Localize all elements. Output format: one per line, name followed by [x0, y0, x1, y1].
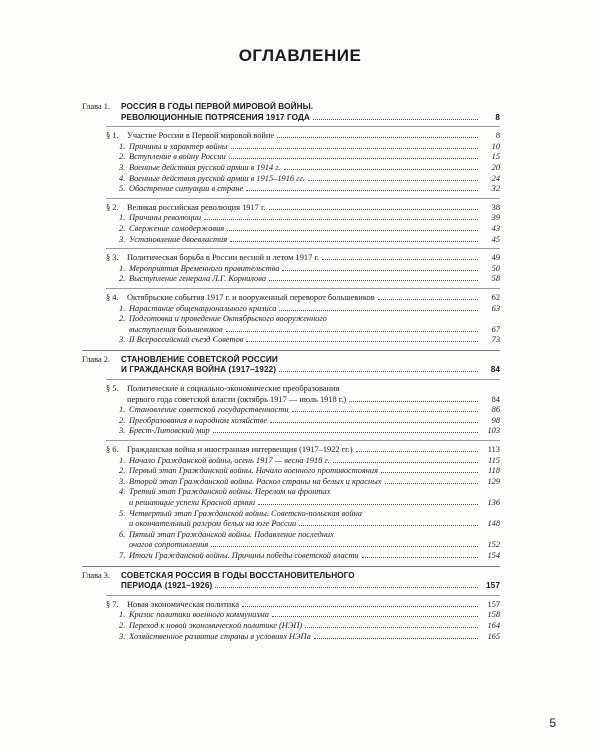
subsection-title-row	[129, 213, 500, 224]
chapter-divider	[82, 350, 500, 351]
chapter-title-row	[121, 581, 500, 592]
section-title-row	[127, 131, 500, 142]
dot-leader	[204, 219, 478, 220]
subsection-title-text: Преобразования в народном хозяйстве	[129, 415, 268, 425]
dot-leader	[356, 451, 478, 452]
subsection-title-text: выступления большевиков	[129, 324, 223, 334]
subsection-number: 2.	[119, 152, 126, 162]
section-title	[127, 203, 500, 214]
page-ref: 158	[487, 610, 500, 620]
subsection-number: 1.	[119, 141, 126, 151]
page-ref: 73	[491, 335, 500, 345]
subsection-title-row	[129, 163, 500, 174]
page-ref: 58	[491, 274, 500, 284]
dot-leader	[211, 546, 478, 547]
section-number: § 2.	[106, 202, 119, 212]
dot-leader	[292, 411, 478, 412]
subsection-entry	[119, 620, 500, 632]
subsection-title-row	[129, 224, 500, 235]
chapter-entry	[82, 355, 500, 376]
subsection-number: 6.	[119, 529, 126, 539]
section-number: § 4.	[106, 292, 119, 302]
subsection-entry	[119, 274, 500, 285]
subsection-entry	[119, 610, 500, 621]
subsection-number: 7.	[119, 550, 126, 560]
chapter-title	[121, 355, 500, 376]
subsection-title-row	[129, 477, 500, 488]
dot-leader	[230, 241, 478, 242]
chapter-label: Глава 1.	[82, 102, 111, 111]
dot-leader	[308, 180, 478, 181]
subsection-number: 2.	[119, 620, 126, 630]
subsection-number: 1.	[119, 455, 126, 465]
subsection-number: 5.	[119, 184, 126, 194]
subsection-title-row	[129, 466, 500, 477]
subsection-entry	[119, 173, 500, 185]
dot-leader	[231, 148, 478, 149]
subsection-title-text: и решающие успехи Красной армии	[129, 498, 256, 507]
subsection-title-text: Начало Гражданской войны, осень 1917 — весна 1918 г.	[129, 455, 330, 465]
page-ref: 164	[487, 620, 500, 630]
chapter-title-row	[121, 113, 500, 124]
page-ref: 113	[487, 445, 500, 455]
subsection-title-row	[129, 551, 500, 562]
subsection-title-row	[129, 335, 500, 346]
chapter-title-text: СОВЕТСКАЯ РОССИЯ В ГОДЫ ВОССТАНОВИТЕЛЬНОГО	[121, 570, 355, 580]
subsection-title-text: Брест-Литовский мир	[129, 426, 210, 436]
page-ref: 20	[491, 162, 500, 172]
page-ref: 10	[491, 141, 500, 151]
subsection-title-text: Причины и характер войны	[129, 141, 228, 151]
section-title	[127, 253, 500, 264]
subsection-entry	[119, 415, 500, 427]
subsection-number: 3.	[119, 426, 126, 436]
page-ref: 45	[491, 234, 500, 244]
subsection-title-row	[129, 416, 500, 427]
dot-leader	[385, 483, 479, 484]
chapter-entry	[82, 102, 500, 123]
page-ref: 157	[486, 581, 500, 591]
subsection-title-text: Становление советской государственности	[129, 405, 289, 415]
section-title	[127, 384, 500, 405]
section-title-row	[127, 253, 500, 264]
page-ref: 129	[487, 476, 500, 486]
dot-leader	[213, 432, 478, 433]
section-divider	[106, 198, 500, 199]
page-ref: 67	[491, 324, 500, 334]
dot-leader	[279, 371, 478, 372]
subsection-title-row	[129, 142, 500, 153]
subsection-title-row	[129, 174, 500, 185]
subsection-number: 2.	[119, 274, 126, 284]
dot-leader	[277, 137, 478, 138]
subsection-title-row	[129, 426, 500, 437]
page-ref: 152	[487, 540, 500, 550]
subsection-entry	[119, 303, 500, 315]
subsection-entry	[119, 631, 500, 643]
subsection-entry	[119, 234, 500, 246]
section-title-text: Политические и социально-экономические преобразования	[127, 384, 340, 394]
dot-leader	[378, 299, 478, 300]
section-number: § 5.	[106, 384, 119, 394]
subsection-title-text: Военные действия русской армии в 1915–1916 гг.	[129, 173, 305, 183]
subsection-entry	[119, 223, 500, 235]
subsection-title-text: Итоги Гражданской войны. Причины победы советской власти	[129, 550, 359, 560]
section-divider	[106, 126, 500, 127]
chapter-title-text: РОССИЯ В ГОДЫ ПЕРВОЙ МИРОВОЙ ВОЙНЫ.	[121, 102, 314, 111]
chapter-title	[121, 571, 500, 592]
subsection-number: 1.	[119, 303, 126, 313]
subsection-number: 3.	[119, 335, 126, 345]
subsection-entry	[119, 314, 500, 335]
section-title-row	[127, 203, 500, 214]
dot-leader	[299, 525, 478, 526]
subsection-entry	[119, 152, 500, 163]
section-title-text: Великая российская революция 1917 г.	[127, 202, 266, 212]
section-divider	[106, 248, 500, 249]
dot-leader	[227, 230, 478, 231]
subsection-title-text: Третий этап Гражданской войны. Перелом на фронтах	[129, 487, 331, 497]
subsection-title-row	[129, 621, 500, 632]
subsection-title-row	[129, 235, 500, 246]
dot-leader	[362, 557, 478, 558]
dot-leader	[313, 119, 478, 120]
page-ref: 84	[491, 394, 500, 404]
subsection-title-text: Кризис политики военного коммунизма	[129, 610, 269, 620]
page-ref: 165	[487, 631, 500, 641]
page-ref: 115	[488, 455, 500, 465]
page-ref: 136	[487, 498, 500, 507]
subsection-number: 3.	[119, 162, 126, 172]
dot-leader	[270, 422, 478, 423]
section-title	[127, 293, 500, 304]
chapter-title-text: РЕВОЛЮЦИОННЫЕ ПОТРЯСЕНИЯ 1917 ГОДА	[121, 112, 310, 122]
chapter-title	[121, 102, 500, 123]
page-ref: 49	[491, 253, 500, 263]
section-entry	[82, 203, 500, 214]
section-divider	[106, 595, 500, 596]
dot-leader	[269, 280, 478, 281]
subsection-entry	[119, 529, 500, 551]
subsection-title-text: Пятый этап Гражданской войны. Подавление последних	[129, 529, 334, 539]
dot-leader	[349, 401, 478, 402]
page-ref: 98	[491, 415, 500, 425]
dot-leader	[246, 190, 478, 191]
subsection-number: 1.	[119, 263, 126, 273]
dot-leader	[279, 310, 478, 311]
subsection-entry	[119, 141, 500, 153]
subsection-title-row	[129, 264, 500, 275]
dot-leader	[314, 638, 478, 639]
subsection-title-text: II Всероссийский съезд Советов	[129, 335, 244, 345]
subsection-title-text: Вступление в войну России	[129, 152, 226, 162]
subsection-number: 5.	[119, 508, 126, 518]
section-divider	[106, 379, 500, 380]
subsection-title-text: Причины революции	[129, 213, 202, 223]
section-entry	[82, 253, 500, 264]
page-ref: 118	[488, 466, 500, 476]
page-ref: 84	[490, 365, 500, 375]
dot-leader	[322, 259, 478, 260]
chapter-title-text: ПЕРИОДА (1921–1926)	[121, 581, 213, 591]
dot-leader	[272, 616, 478, 617]
section-title	[127, 600, 500, 611]
subsection-entry	[119, 466, 500, 477]
subsection-entry	[119, 162, 500, 174]
subsection-title-row	[129, 610, 500, 621]
subsection-title-text: Мероприятия Временного правительства	[129, 263, 280, 273]
page-ref: 8	[495, 112, 500, 122]
section-divider	[106, 288, 500, 289]
chapter-label: Глава 3.	[82, 570, 111, 580]
subsection-title-row	[129, 519, 500, 530]
page-ref: 154	[487, 550, 500, 560]
dot-leader	[246, 341, 478, 342]
dot-leader	[305, 627, 478, 628]
page-ref: 39	[491, 213, 500, 223]
subsection-entry	[119, 550, 500, 562]
subsection-number: 3.	[119, 234, 126, 244]
section-number: § 1.	[106, 131, 119, 141]
section-entry	[82, 600, 500, 611]
dot-leader	[229, 158, 478, 159]
subsection-number: 2.	[119, 466, 126, 476]
subsection-title-text: Хозяйственное развитие страны в условиях НЭПа	[129, 631, 311, 641]
subsection-number: 2.	[119, 223, 126, 233]
section-title-row	[127, 395, 500, 406]
subsection-number: 4.	[119, 173, 126, 183]
subsection-number: 1.	[119, 213, 126, 223]
dot-leader	[226, 331, 478, 332]
section-title-row	[127, 600, 500, 611]
subsection-title-text: Четвертый этап Гражданской войны. Советско-польская война	[129, 508, 362, 518]
subsection-title-text: Подготовка и проведение Октябрьского вооруженного	[129, 314, 327, 324]
section-title-row	[127, 445, 500, 456]
subsection-title-text: Выступление генерала Л.Г. Корнилова	[129, 274, 267, 284]
page-ref: 63	[491, 303, 500, 313]
page-ref: 62	[491, 292, 500, 302]
subsection-title-row	[129, 456, 500, 467]
section-title-text: Гражданская война и иностранная интервенция (1917–1922 гг.)	[127, 445, 353, 455]
subsection-title-row	[129, 304, 500, 315]
subsection-entry	[119, 455, 500, 467]
subsection-title-text: Первый этап Гражданской войны. Начало военного противостояния	[129, 466, 379, 476]
page-title: ОГЛАВЛЕНИЕ	[238, 46, 362, 65]
chapter-title-text: И ГРАЖДАНСКАЯ ВОЙНА (1917–1922)	[121, 365, 277, 375]
chapter-label: Глава 2.	[82, 354, 111, 364]
section-divider	[106, 440, 500, 441]
subsection-title-row	[129, 274, 500, 285]
section-entry	[82, 293, 500, 304]
subsection-title-text: и окончательный разгром белых на юге России	[129, 519, 297, 529]
subsection-title-text: Свержение самодержавия	[129, 223, 225, 233]
subsection-entry	[119, 213, 500, 224]
dot-leader	[333, 462, 478, 463]
chapter-entry	[82, 571, 500, 592]
subsection-title-text: очагов сопротивления	[129, 540, 209, 550]
page-ref: 50	[491, 263, 500, 273]
section-title	[127, 131, 500, 142]
section-number: § 7.	[106, 599, 119, 609]
subsection-entry	[119, 487, 500, 508]
chapter-divider	[82, 566, 500, 567]
subsection-title-row	[129, 540, 500, 551]
dot-leader	[269, 209, 478, 210]
subsection-title-text: Обострение ситуации в стране	[129, 184, 244, 194]
subsection-title-text: Военные действия русской армии в 1914 г.	[129, 162, 281, 172]
subsection-title-text: Второй этап Гражданской войны. Раскол страны на белых и красных	[129, 476, 382, 486]
subsection-number: 1.	[119, 610, 126, 620]
subsection-title-row	[129, 405, 500, 416]
subsection-title-text: Нарастание общенационального кризиса	[129, 303, 277, 313]
subsection-number: 3.	[119, 476, 126, 486]
subsection-title-row	[129, 184, 500, 195]
section-title-text: Политическая борьба в России весной и летом 1917 г.	[127, 253, 319, 263]
subsection-title-row	[129, 632, 500, 643]
subsection-title-text: Переход к новой экономической политике (НЭП)	[129, 620, 303, 630]
dot-leader	[284, 169, 478, 170]
table-of-contents	[82, 102, 500, 642]
section-number: § 6.	[106, 445, 119, 455]
dot-leader	[242, 606, 478, 607]
page-ref: 148	[487, 519, 500, 529]
subsection-number: 2.	[119, 314, 126, 324]
subsection-number: 4.	[119, 487, 126, 497]
page-ref: 38	[491, 202, 500, 212]
section-entry	[82, 384, 500, 405]
section-title-text: Новая экономическая политика	[127, 599, 239, 609]
subsection-entry	[119, 476, 500, 488]
subsection-number: 2.	[119, 415, 126, 425]
subsection-entry	[119, 405, 500, 416]
dot-leader	[258, 504, 478, 505]
subsection-title-text: Установление двоевластия	[129, 234, 228, 244]
page-ref: 15	[491, 152, 500, 162]
dot-leader	[215, 587, 478, 588]
section-title	[127, 445, 500, 456]
section-title-text: Октябрьские события 1917 г. и вооруженный переворот большевиков	[127, 292, 375, 302]
chapter-title-text: СТАНОВЛЕНИЕ СОВЕТСКОЙ РОССИИ	[121, 354, 278, 364]
subsection-entry	[119, 263, 500, 275]
section-entry	[82, 131, 500, 142]
subsection-entry	[119, 426, 500, 437]
dot-leader	[381, 472, 478, 473]
page-ref: 8	[495, 131, 500, 141]
chapter-title-row	[121, 365, 500, 376]
page-number: 5	[549, 716, 556, 730]
page-ref: 103	[487, 426, 500, 436]
page-ref: 24	[491, 173, 500, 183]
section-number: § 3.	[106, 253, 119, 263]
subsection-title-row	[129, 325, 500, 336]
section-title-row	[127, 293, 500, 304]
subsection-entry	[119, 508, 500, 530]
page-ref: 32	[491, 184, 500, 194]
section-entry	[82, 445, 500, 456]
section-title-text: первого года советской власти (октябрь 1917 — июль 1918 г.)	[127, 394, 347, 404]
dot-leader	[282, 270, 478, 271]
subsection-title-row	[129, 152, 500, 163]
subsection-entry	[119, 184, 500, 195]
subsection-number: 3.	[119, 631, 126, 641]
page-ref: 157	[487, 599, 500, 609]
section-title-text: Участие России в Первой мировой войне	[127, 131, 275, 141]
page-ref: 43	[491, 223, 500, 233]
page-ref: 86	[491, 405, 500, 415]
subsection-title-row	[129, 498, 500, 509]
subsection-entry	[119, 335, 500, 346]
subsection-number: 1.	[119, 405, 126, 415]
